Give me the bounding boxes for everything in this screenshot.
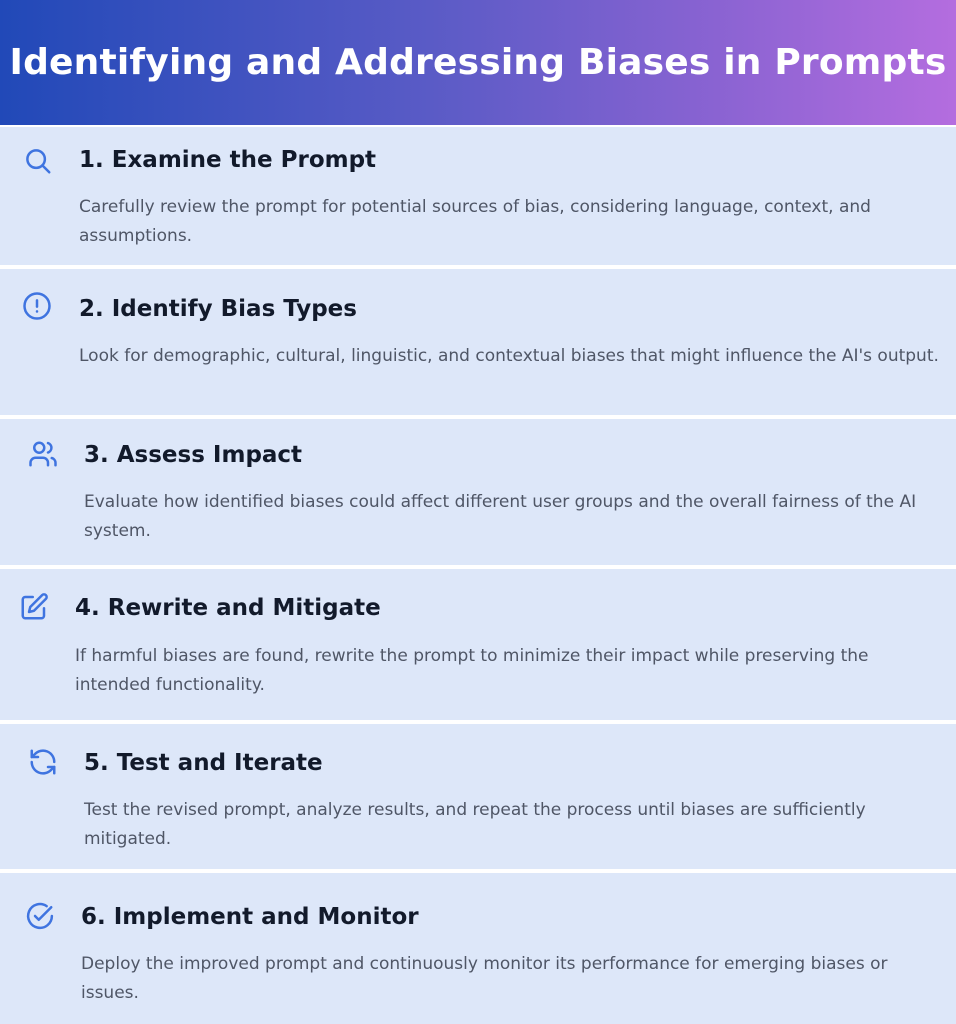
- step-description: Test the revised prompt, analyze results, and repeat the process until biases are sufficiently mitigated.: [84, 800, 866, 849]
- step-description: If harmful biases are found, rewrite the prompt to minimize their impact while preserving the intended functionality.: [75, 646, 869, 695]
- page-title: Identifying and Addressing Biases in Prompts: [9, 42, 947, 83]
- step-description: Deploy the improved prompt and continuously monitor its performance for emerging biases or issues.: [81, 954, 888, 1003]
- step-card-6: [0, 873, 956, 1024]
- step-card-2: [0, 269, 956, 415]
- step-title: 3. Assess Impact: [84, 442, 303, 468]
- users-icon: [28, 439, 58, 469]
- step-card-3: [0, 419, 956, 565]
- step-title: 4. Rewrite and Mitigate: [75, 595, 381, 621]
- search-icon: [23, 146, 53, 176]
- step-title: 5. Test and Iterate: [84, 750, 323, 776]
- header-banner: [0, 0, 956, 125]
- check-circle-icon: [25, 901, 55, 931]
- refresh-icon: [28, 747, 58, 777]
- edit-icon: [19, 592, 49, 622]
- step-description: Carefully review the prompt for potential sources of bias, considering language, context, and assumptions.: [79, 197, 871, 246]
- step-description: Look for demographic, cultural, linguistic, and contextual biases that might influence the AI's output.: [79, 346, 939, 366]
- step-title: 2. Identify Bias Types: [79, 296, 357, 322]
- step-title: 1. Examine the Prompt: [79, 147, 377, 173]
- step-card-5: [0, 724, 956, 869]
- step-card-1: [0, 127, 956, 265]
- step-title: 6. Implement and Monitor: [81, 904, 419, 930]
- step-description: Evaluate how identified biases could affect different user groups and the overall fairness of the AI system.: [84, 492, 917, 541]
- step-card-4: [0, 569, 956, 720]
- alert-circle-icon: [22, 291, 52, 321]
